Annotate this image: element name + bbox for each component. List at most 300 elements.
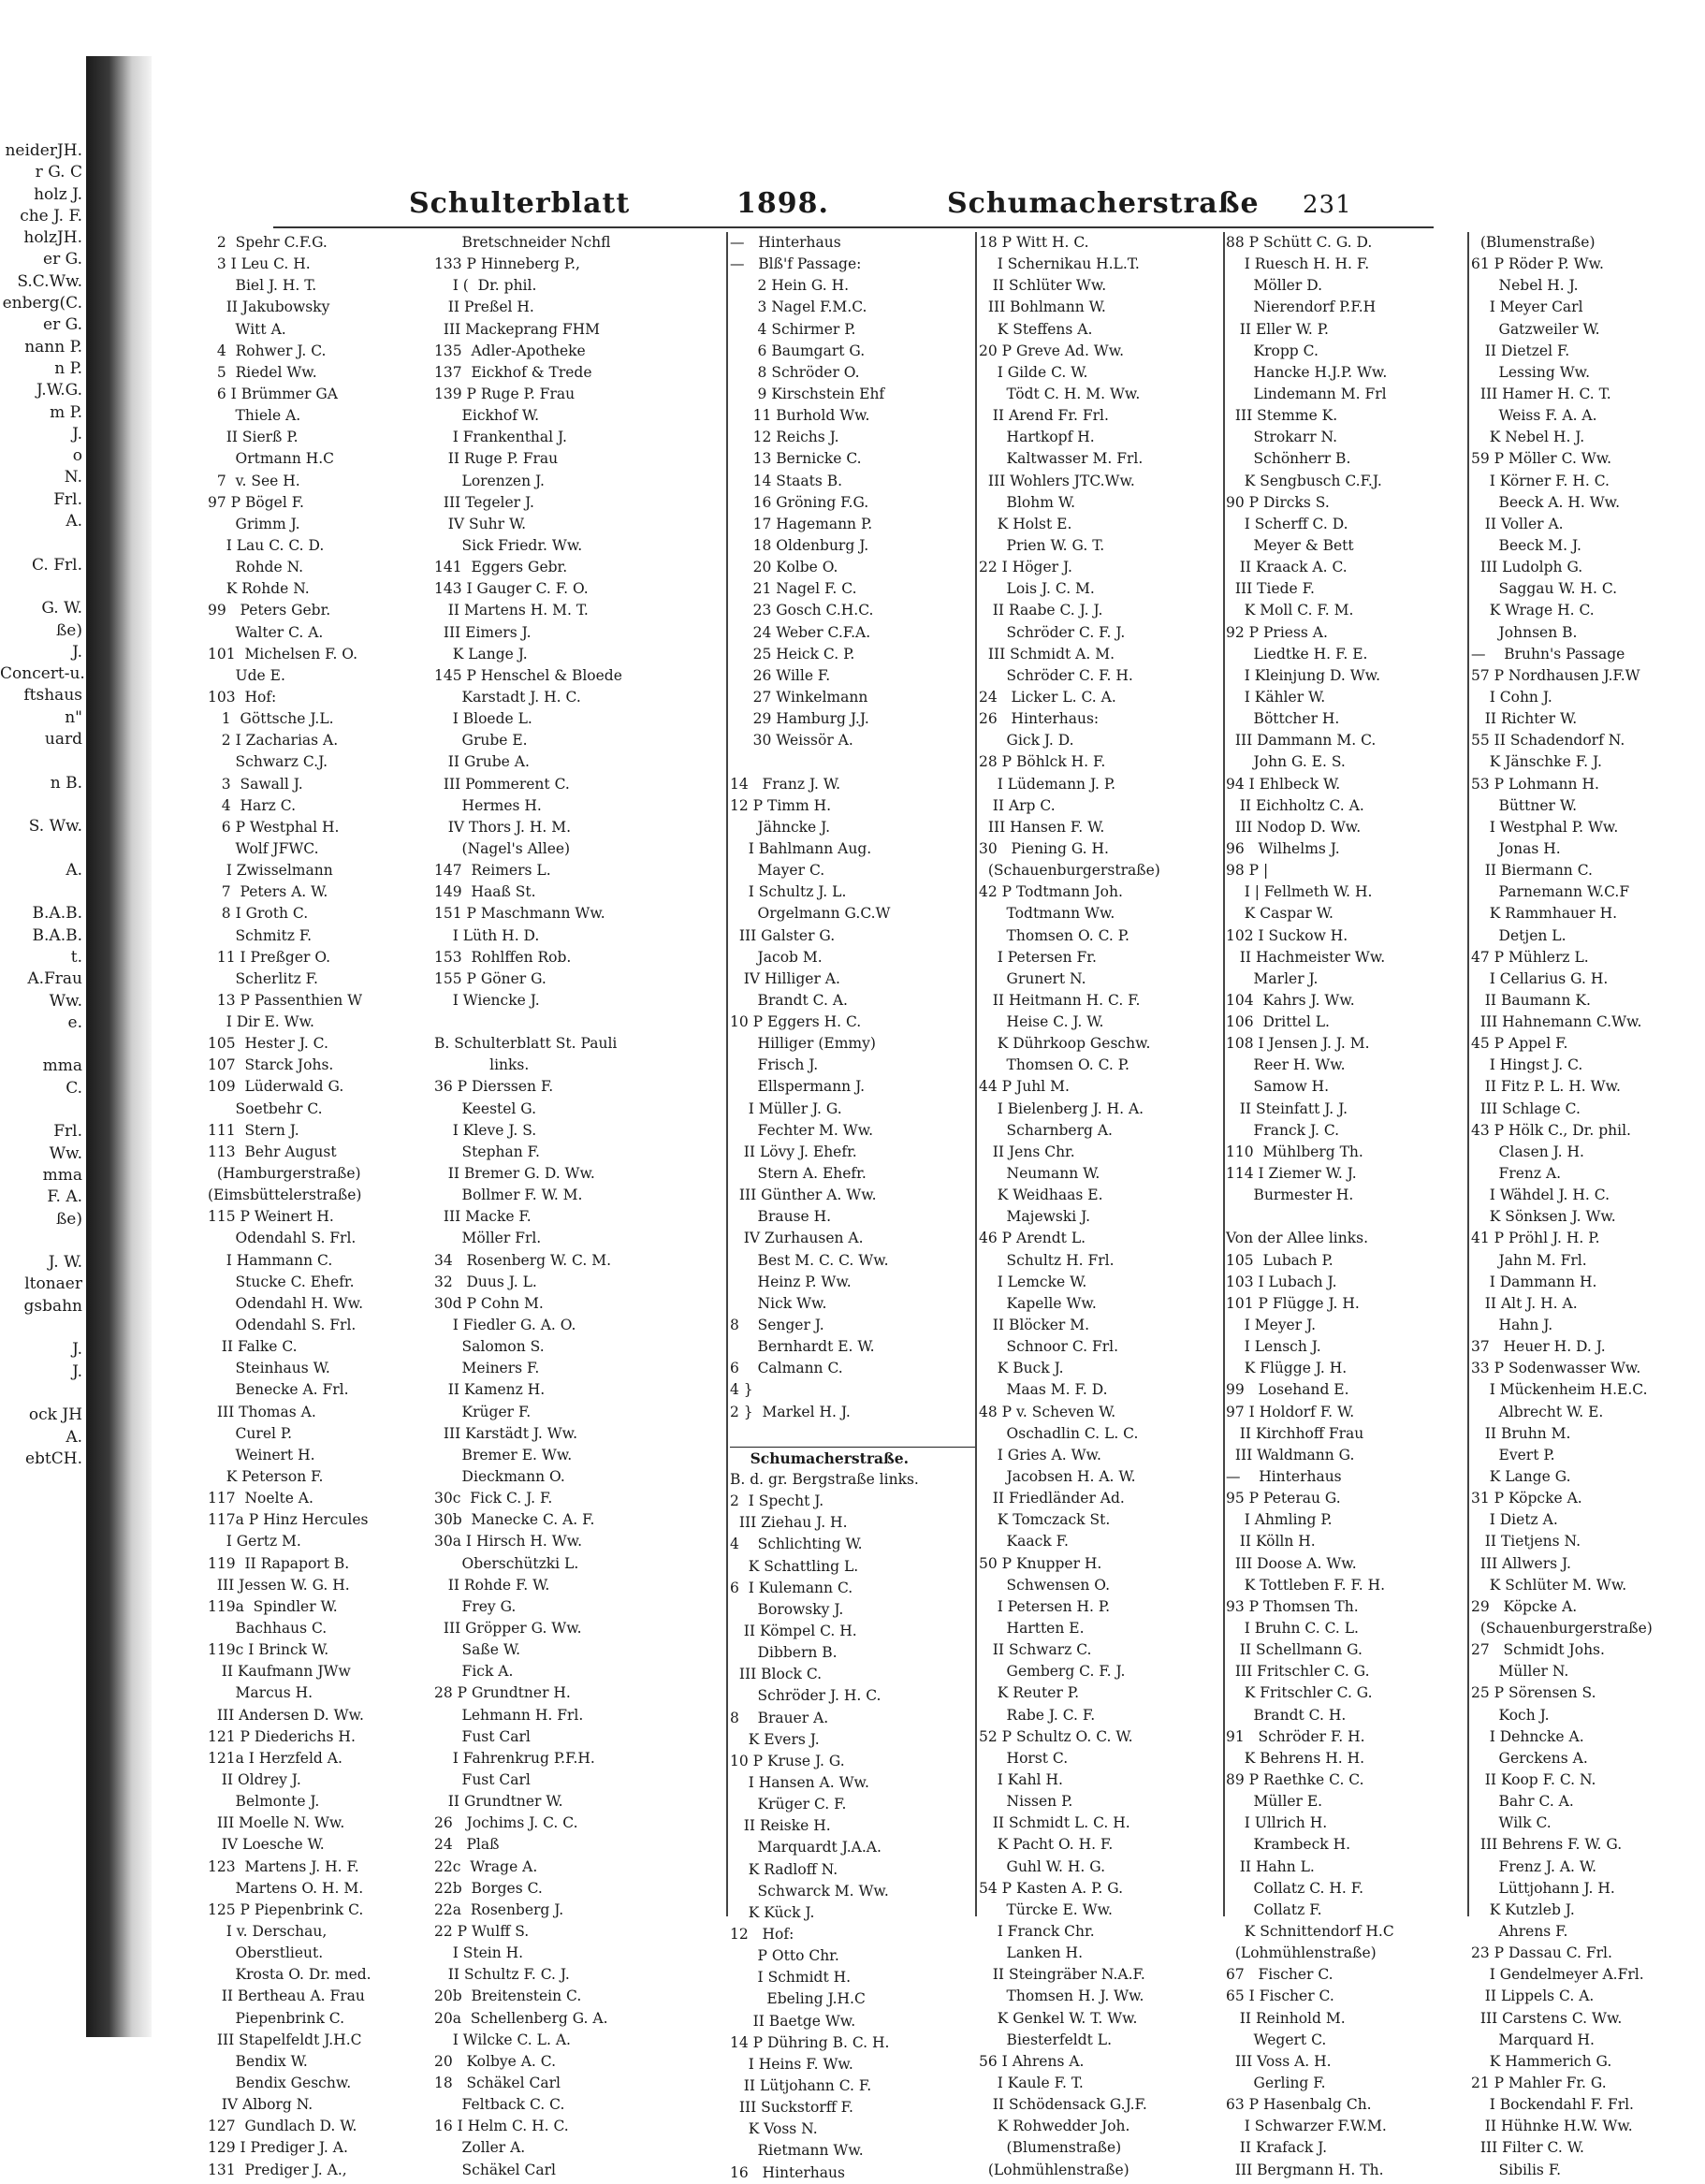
directory-entry: Von der Allee links. bbox=[1226, 1230, 1368, 1247]
directory-entry: K Schlüter M. Ww. bbox=[1471, 1576, 1627, 1594]
directory-entry: Curel P. bbox=[208, 1424, 293, 1442]
directory-entry: II Kömpel C. H. bbox=[730, 1623, 857, 1639]
directory-entry: Bretschneider Nchfl bbox=[434, 234, 611, 251]
directory-entry: 18 P Witt H. C. bbox=[979, 234, 1089, 251]
directory-entry: II Kaufmann JWw bbox=[208, 1663, 351, 1681]
directory-entry: 29 Hamburg J.J. bbox=[730, 710, 869, 728]
directory-entry: 63 P Hasenbalg Ch. bbox=[1226, 2096, 1372, 2114]
directory-entry: II Heitmann H. C. F. bbox=[979, 991, 1141, 1009]
directory-entry: 24 Weber C.F.A. bbox=[730, 623, 871, 641]
directory-entry: Heise C. J. W. bbox=[979, 1013, 1104, 1031]
directory-entry: I Fahrenkrug P.F.H. bbox=[434, 1749, 595, 1767]
directory-entry: II Reinhold M. bbox=[1226, 2009, 1346, 2027]
directory-entry: Müller E. bbox=[1226, 1793, 1323, 1811]
directory-entry: Mayer C. bbox=[730, 862, 825, 880]
left-page-line: ebtCH. bbox=[24, 1449, 82, 1468]
directory-entry: I Schernikau H.L.T. bbox=[979, 255, 1140, 273]
directory-entry: K Tottleben F. F. H. bbox=[1226, 1576, 1386, 1594]
directory-entry: 110 Mühlberg Th. bbox=[1226, 1143, 1363, 1160]
directory-entry: III Macke F. bbox=[434, 1208, 532, 1226]
directory-entry: IV Alborg N. bbox=[208, 2096, 313, 2114]
directory-entry: 94 I Ehlbeck W. bbox=[1226, 775, 1341, 793]
directory-entry: Kaltwasser M. Frl. bbox=[979, 450, 1144, 468]
directory-entry: Rietmann Ww. bbox=[730, 2142, 864, 2160]
directory-entry: 111 Stern J. bbox=[208, 1121, 299, 1139]
directory-entry bbox=[1226, 1206, 1469, 1228]
directory-entry: 34 Rosenberg W. C. M. bbox=[434, 1251, 612, 1269]
directory-entry: Thomsen O. C. P. bbox=[979, 1056, 1129, 1074]
directory-entry: III Voss A. H. bbox=[1226, 2052, 1332, 2070]
column-divider bbox=[975, 232, 977, 1916]
directory-entry: Meyer & Bett bbox=[1226, 536, 1354, 554]
directory-entry: 4 Schirmer P. bbox=[730, 320, 856, 338]
directory-entry: 121 P Diederichs H. bbox=[208, 1727, 356, 1745]
directory-entry: — Hinterhaus bbox=[730, 234, 841, 251]
directory-entry: (Hamburgerstraße) bbox=[208, 1165, 361, 1183]
directory-entry: III Schmidt A. M. bbox=[979, 645, 1115, 662]
directory-entry: 44 P Juhl M. bbox=[979, 1078, 1070, 1096]
directory-entry: Stephan F. bbox=[434, 1143, 540, 1160]
directory-entry: I Lau C. C. D. bbox=[208, 536, 325, 554]
directory-entry: III Galster G. bbox=[730, 926, 836, 944]
directory-entry: 20b Breitenstein C. bbox=[434, 1987, 582, 2005]
left-page-line bbox=[0, 1230, 86, 1252]
directory-entry: 18 Schäkel Carl bbox=[434, 2074, 561, 2091]
directory-entry: 17 Hagemann P. bbox=[730, 515, 873, 532]
left-page-line: ße) bbox=[55, 1209, 82, 1229]
left-page-line: A. bbox=[66, 512, 82, 531]
directory-entry: Tödt C. H. M. Ww. bbox=[979, 385, 1141, 402]
column-divider bbox=[1467, 232, 1469, 1916]
left-page-line: che J. F. bbox=[20, 206, 82, 226]
directory-entry: I Franck Chr. bbox=[979, 1922, 1095, 1940]
directory-entry: 25 Heick C. P. bbox=[730, 645, 855, 662]
directory-entry: 4 Schlichting W. bbox=[730, 1536, 863, 1553]
directory-entry: K Tomczack St. bbox=[979, 1511, 1111, 1529]
directory-entry: I Bielenberg J. H. A. bbox=[979, 1099, 1144, 1117]
directory-entry: III Block C. bbox=[730, 1666, 823, 1683]
directory-entry: 88 P Schütt C. G. D. bbox=[1226, 234, 1373, 251]
directory-entry: Samow H. bbox=[1226, 1078, 1330, 1096]
directory-entry: 141 Eggers Gebr. bbox=[434, 559, 568, 576]
directory-entry: 101 P Flügge J. H. bbox=[1226, 1294, 1360, 1312]
directory-entry: K Rohwedder Joh. bbox=[979, 2118, 1130, 2135]
directory-entry: 151 P Maschmann Ww. bbox=[434, 905, 605, 923]
directory-entry: Nierendorf P.F.H bbox=[1226, 298, 1377, 316]
directory-entry: 107 Starck Johs. bbox=[208, 1056, 334, 1074]
directory-entry: 96 Wilhelms J. bbox=[1226, 839, 1340, 857]
directory-entry: III Thomas A. bbox=[208, 1403, 316, 1420]
directory-entry: Strokarr N. bbox=[1226, 429, 1338, 446]
directory-entry: I Stein H. bbox=[434, 1944, 524, 1962]
directory-entry: Lorenzen J. bbox=[434, 472, 545, 489]
directory-entry: 52 P Schultz O. C. W. bbox=[979, 1727, 1133, 1745]
directory-entry: Hermes H. bbox=[434, 796, 542, 814]
left-page-line: holz J. bbox=[34, 184, 82, 204]
directory-entry: Best M. C. C. Ww. bbox=[730, 1251, 889, 1269]
directory-entry: I Lüth H. D. bbox=[434, 926, 540, 944]
directory-entry: 47 P Mühlerz L. bbox=[1471, 948, 1589, 966]
directory-entry: I Dehncke A. bbox=[1471, 1727, 1584, 1745]
directory-entry: II Blöcker M. bbox=[979, 1317, 1090, 1334]
street-section-title: Schumacherstraße. bbox=[730, 1447, 975, 1469]
directory-entry: I Hansen A. Ww. bbox=[730, 1773, 869, 1791]
directory-entry: III Schlage C. bbox=[1471, 1099, 1581, 1117]
directory-entry: 149 Haaß St. bbox=[434, 883, 536, 901]
directory-entry: 31 P Köpcke A. bbox=[1471, 1490, 1582, 1507]
directory-entry: 5 Riedel Ww. bbox=[208, 363, 317, 381]
directory-entry: 117 Noelte A. bbox=[208, 1490, 313, 1507]
directory-entry: I Müller J. G. bbox=[730, 1099, 842, 1117]
directory-entry: Oschadlin C. L. C. bbox=[979, 1424, 1139, 1442]
directory-entry: II Schultz F. C. J. bbox=[434, 1966, 570, 1984]
directory-entry: Rabe J. C. F. bbox=[979, 1706, 1096, 1724]
directory-entry: Kapelle Ww. bbox=[979, 1294, 1097, 1312]
directory-entry: Maas M. F. D. bbox=[979, 1381, 1108, 1399]
directory-entry: Marquardt J.A.A. bbox=[730, 1839, 882, 1856]
directory-entry: II Falke C. bbox=[208, 1338, 298, 1356]
directory-entry: Kaack F. bbox=[979, 1533, 1069, 1551]
directory-entry: 1 Göttsche J.L. bbox=[208, 710, 334, 728]
directory-entry: II Fitz P. L. H. Ww. bbox=[1471, 1078, 1621, 1096]
directory-entry: 115 P Weinert H. bbox=[208, 1208, 334, 1226]
directory-entry: Bendix Geschw. bbox=[208, 2074, 352, 2091]
directory-entry: 105 Lubach P. bbox=[1226, 1251, 1333, 1269]
left-page-line: mma bbox=[42, 1056, 82, 1076]
directory-entry: I Kähler W. bbox=[1226, 688, 1326, 706]
directory-entry: 97 I Holdorf F. W. bbox=[1226, 1403, 1355, 1420]
left-page-line: J. W. bbox=[48, 1253, 82, 1273]
directory-entry: 12 Reichs J. bbox=[730, 429, 839, 446]
directory-entry: Scharnberg A. bbox=[979, 1121, 1113, 1139]
directory-entry: Jonas H. bbox=[1471, 839, 1561, 857]
directory-entry: Nick Ww. bbox=[730, 1294, 827, 1312]
left-page-line: B.A.B. bbox=[32, 904, 82, 924]
directory-entry: 67 Fischer C. bbox=[1226, 1966, 1333, 1984]
directory-entry: K Wrage H. C. bbox=[1471, 602, 1595, 619]
directory-entry bbox=[730, 751, 975, 773]
directory-entry: 18 Oldenburg J. bbox=[730, 536, 869, 554]
left-page-line: uard bbox=[44, 730, 82, 750]
directory-entry: II Lövy J. Ehefr. bbox=[730, 1143, 857, 1160]
directory-entry: 16 I Helm C. H. C. bbox=[434, 2118, 569, 2135]
directory-entry: II Grundtner W. bbox=[434, 1793, 563, 1811]
directory-entry: 117a P Hinz Hercules bbox=[208, 1511, 369, 1529]
directory-entry: links. bbox=[434, 1056, 530, 1074]
directory-entry: Odendahl S. Frl. bbox=[208, 1317, 357, 1334]
header-rule bbox=[273, 226, 1434, 228]
directory-entry: 25 P Sörensen S. bbox=[1471, 1684, 1596, 1702]
left-page-line: J.W.G. bbox=[36, 381, 82, 400]
directory-entry: Krambeck H. bbox=[1226, 1836, 1351, 1854]
left-page-line bbox=[0, 838, 86, 860]
left-page-line: Ww. bbox=[49, 1143, 82, 1163]
directory-entry: Orgelmann G.C.W bbox=[730, 905, 891, 923]
directory-entry: Gemberg C. F. J. bbox=[979, 1663, 1126, 1681]
directory-entry: 147 Reimers L. bbox=[434, 862, 551, 880]
directory-entry: Wolf JFWC. bbox=[208, 839, 319, 857]
directory-entry: I Ahmling P. bbox=[1226, 1511, 1333, 1529]
directory-entry: Reer H. Ww. bbox=[1226, 1056, 1346, 1074]
directory-entry: 6 I Kulemann C. bbox=[730, 1579, 853, 1596]
left-page-line: t. bbox=[70, 947, 82, 967]
directory-entry: I Meyer J. bbox=[1226, 1317, 1317, 1334]
directory-entry: 28 P Grundtner H. bbox=[434, 1684, 571, 1702]
directory-entry: Müller N. bbox=[1471, 1663, 1569, 1681]
directory-entry: Ude E. bbox=[208, 666, 285, 684]
left-page-line: J. bbox=[72, 1361, 82, 1381]
directory-entry: K Reuter P. bbox=[979, 1684, 1079, 1702]
directory-entry: Krosta O. Dr. med. bbox=[208, 1966, 372, 1984]
directory-entry: Biesterfeldt L. bbox=[979, 2031, 1113, 2048]
directory-entry: 133 P Hinneberg P., bbox=[434, 255, 580, 273]
directory-entry: Stucke C. Ehefr. bbox=[208, 1273, 355, 1290]
directory-entry: Hancke H.J.P. Ww. bbox=[1226, 363, 1388, 381]
directory-entry: I Westphal P. Ww. bbox=[1471, 818, 1619, 836]
left-page-line: Frl. bbox=[53, 489, 82, 509]
directory-entry: I Dammann H. bbox=[1471, 1273, 1597, 1290]
directory-entry: 2 I Zacharias A. bbox=[208, 732, 339, 750]
directory-entry: II Raabe C. J. J. bbox=[979, 602, 1103, 619]
left-page-line: neiderJH. bbox=[5, 141, 82, 160]
directory-entry: Fust Carl bbox=[434, 1770, 531, 1788]
directory-entry: Blohm W. bbox=[979, 493, 1075, 511]
directory-entry: I Gertz M. bbox=[208, 1533, 301, 1551]
directory-entry: 99 Peters Gebr. bbox=[208, 602, 331, 619]
directory-entry: 89 P Raethke C. C. bbox=[1226, 1770, 1364, 1788]
directory-entry: 97 P Bögel F. bbox=[208, 493, 304, 511]
directory-entry: 32 Duus J. L. bbox=[434, 1273, 537, 1290]
directory-entry: Schröder C. F. H. bbox=[979, 666, 1133, 684]
directory-entry: Eickhof W. bbox=[434, 407, 540, 425]
directory-entry: II Schödensack G.J.F. bbox=[979, 2096, 1147, 2114]
directory-entry: Collatz C. H. F. bbox=[1226, 1879, 1364, 1897]
directory-entry: III Wohlers JTC.Ww. bbox=[979, 472, 1135, 489]
directory-entry: 9 Kirschstein Ehf bbox=[730, 385, 885, 402]
directory-entry: 91 Schröder F. H. bbox=[1226, 1727, 1365, 1745]
directory-entry: (Lohmühlenstraße) bbox=[979, 2161, 1129, 2178]
left-page-line: F. A. bbox=[47, 1187, 82, 1207]
directory-entry: 92 P Priess A. bbox=[1226, 623, 1328, 641]
directory-entry: Guhl W. H. G. bbox=[979, 1857, 1105, 1875]
directory-entry: Borowsky J. bbox=[730, 1600, 844, 1618]
directory-page bbox=[152, 140, 1653, 2181]
left-page-line bbox=[0, 1318, 86, 1339]
directory-entry: 26 Wille F. bbox=[730, 666, 831, 684]
directory-entry: 139 P Ruge P. Frau bbox=[434, 385, 576, 402]
directory-entry: Schultz H. Frl. bbox=[979, 1251, 1115, 1269]
directory-entry: Schröder C. F. J. bbox=[979, 623, 1126, 641]
directory-entry: Schröder J. H. C. bbox=[730, 1687, 882, 1705]
directory-entry: Schäkel Carl bbox=[434, 2161, 557, 2178]
directory-entry: 14 Staats B. bbox=[730, 472, 843, 489]
directory-entry: I Scherff C. D. bbox=[1226, 515, 1348, 532]
left-page-line: S. Ww. bbox=[28, 817, 82, 837]
directory-entry: K Sönksen J. Ww. bbox=[1471, 1208, 1616, 1226]
directory-entry: I v. Derschau, bbox=[208, 1922, 328, 1940]
directory-entry: III Behrens F. W. G. bbox=[1471, 1836, 1623, 1854]
directory-entry: Clasen J. H. bbox=[1471, 1143, 1584, 1160]
directory-entry: 102 I Suckow H. bbox=[1226, 926, 1348, 944]
directory-entry: Thiele A. bbox=[208, 407, 301, 425]
directory-entry: Schwensen O. bbox=[979, 1576, 1111, 1594]
column-1 bbox=[208, 232, 432, 2178]
directory-entry: K Evers J. bbox=[730, 1730, 820, 1748]
directory-entry: Odendahl H. Ww. bbox=[208, 1294, 364, 1312]
directory-entry: 22c Wrage A. bbox=[434, 1857, 538, 1875]
directory-entry: II Jens Chr. bbox=[979, 1143, 1075, 1160]
directory-entry: Horst C. bbox=[979, 1749, 1069, 1767]
directory-entry: I Bahlmann Aug. bbox=[730, 839, 872, 857]
directory-entry: 109 Lüderwald G. bbox=[208, 1078, 344, 1096]
left-page-fragment bbox=[0, 140, 86, 1918]
directory-entry: 137 Eickhof & Trede bbox=[434, 363, 592, 381]
directory-entry: 12 P Timm H. bbox=[730, 796, 832, 814]
directory-entry: I Gendelmeyer A.Frl. bbox=[1471, 1966, 1644, 1984]
directory-entry: Fust Carl bbox=[434, 1727, 531, 1745]
directory-entry: P Otto Chr. bbox=[730, 1947, 839, 1965]
directory-entry: 45 P Appel F. bbox=[1471, 1035, 1568, 1053]
directory-entry: 3 Sawall J. bbox=[208, 775, 303, 793]
directory-entry: Koch J. bbox=[1471, 1706, 1550, 1724]
directory-entry: 3 Nagel F.M.C. bbox=[730, 298, 867, 316]
directory-entry: Frenz A. bbox=[1471, 1165, 1562, 1183]
directory-entry: II Baetge Ww. bbox=[730, 2012, 856, 2030]
directory-entry: III Tegeler J. bbox=[434, 493, 534, 511]
directory-entry: II Ruge P. Frau bbox=[434, 450, 559, 468]
directory-entry: Wegert C. bbox=[1226, 2031, 1327, 2048]
directory-entry: 24 Plaß bbox=[434, 1836, 500, 1854]
left-page-line: A.Frau bbox=[27, 969, 82, 989]
directory-entry: 16 Gröning F.G. bbox=[730, 493, 869, 511]
directory-entry: Collatz F. bbox=[1226, 1900, 1322, 1918]
directory-entry: Steinhaus W. bbox=[208, 1360, 330, 1377]
directory-entry: 13 P Passenthien W bbox=[208, 991, 363, 1009]
left-page-line bbox=[0, 750, 86, 772]
directory-entry: Majewski J. bbox=[979, 1208, 1091, 1226]
directory-entry: Karstadt J. H. C. bbox=[434, 688, 581, 706]
directory-entry: 55 II Schadendorf N. bbox=[1471, 732, 1625, 750]
directory-entry: Odendahl S. Frl. bbox=[208, 1230, 357, 1247]
directory-entry: 50 P Knupper H. bbox=[979, 1554, 1102, 1572]
directory-entry: 57 P Nordhausen J.F.W bbox=[1471, 666, 1640, 684]
directory-entry: K Lange G. bbox=[1471, 1468, 1571, 1486]
left-page-line: G. W. bbox=[41, 599, 82, 619]
directory-entry: Schwarz C.J. bbox=[208, 753, 328, 771]
directory-entry: I Kleinjung D. Ww. bbox=[1226, 666, 1381, 684]
directory-entry: I Mückenheim H.E.C. bbox=[1471, 1381, 1648, 1399]
directory-entry: 16 Hinterhaus bbox=[730, 2163, 845, 2181]
directory-entry: Frisch J. bbox=[730, 1056, 819, 1074]
directory-entry: 153 Rohlffen Rob. bbox=[434, 948, 572, 966]
directory-entry: I Zwisselmann bbox=[208, 862, 333, 880]
directory-entry: III Bohlmann W. bbox=[979, 298, 1106, 316]
left-page-line: gsbahn bbox=[23, 1296, 82, 1316]
directory-entry: I Hingst J. C. bbox=[1471, 1056, 1583, 1074]
directory-entry: Detjen L. bbox=[1471, 926, 1567, 944]
directory-entry: Heinz P. Ww. bbox=[730, 1273, 852, 1290]
directory-entry: 22a Rosenberg J. bbox=[434, 1900, 564, 1918]
directory-entry: I Bockendahl F. Frl. bbox=[1471, 2096, 1634, 2114]
directory-entry: 4 Rohwer J. C. bbox=[208, 342, 327, 359]
directory-entry: 23 Gosch C.H.C. bbox=[730, 602, 874, 619]
left-page-line: ltonaer bbox=[24, 1274, 82, 1294]
directory-entry: 7 v. See H. bbox=[208, 472, 300, 489]
directory-entry: Martens O. H. M. bbox=[208, 1879, 364, 1897]
directory-entry: — Blß'f Passage: bbox=[730, 255, 862, 273]
directory-entry: II Hahn L. bbox=[1226, 1857, 1315, 1875]
directory-entry: IV Hilliger A. bbox=[730, 969, 840, 987]
directory-entry: II Tietjens N. bbox=[1471, 1533, 1581, 1551]
left-page-line: J. bbox=[72, 642, 82, 662]
directory-entry: Sibilis F. bbox=[1471, 2161, 1562, 2178]
left-page-line: B.A.B. bbox=[32, 925, 82, 945]
directory-entry: Gerling F. bbox=[1226, 2074, 1326, 2091]
left-page-line: er G. bbox=[43, 315, 82, 335]
directory-entry: I Meyer Carl bbox=[1471, 298, 1583, 316]
directory-entry: Saggau W. H. C. bbox=[1471, 580, 1618, 598]
directory-entry: 105 Hester J. C. bbox=[208, 1035, 328, 1053]
directory-entry: Beeck M. J. bbox=[1471, 536, 1581, 554]
directory-entry: 155 P Göner G. bbox=[434, 969, 546, 987]
directory-entry: 8 Brauer A. bbox=[730, 1709, 829, 1726]
directory-entry: 23 P Dassau C. Frl. bbox=[1471, 1944, 1612, 1962]
directory-entry: 143 I Gauger C. F. O. bbox=[434, 580, 589, 598]
directory-entry: Evert P. bbox=[1471, 1446, 1555, 1463]
left-page-line: A. bbox=[66, 860, 82, 880]
directory-entry: Marler J. bbox=[1226, 969, 1319, 987]
directory-entry: III Stemme K. bbox=[1226, 407, 1338, 425]
directory-entry: 20a Schellenberg G. A. bbox=[434, 2009, 608, 2027]
directory-entry: K Jänschke F. J. bbox=[1471, 753, 1602, 771]
directory-entry: 14 Franz J. W. bbox=[730, 775, 840, 793]
directory-entry: 30c Fick C. J. F. bbox=[434, 1490, 553, 1507]
directory-entry: (Eimsbüttelerstraße) bbox=[208, 1187, 362, 1204]
directory-entry: I Cohn J. bbox=[1471, 688, 1552, 706]
left-page-line: n" bbox=[65, 707, 82, 727]
directory-entry: Möller Frl. bbox=[434, 1230, 542, 1247]
directory-entry: 8 Senger J. bbox=[730, 1317, 824, 1334]
directory-entry: Ellspermann J. bbox=[730, 1078, 866, 1096]
directory-entry: K Flügge J. H. bbox=[1226, 1360, 1348, 1377]
directory-entry: 48 P v. Scheven W. bbox=[979, 1403, 1116, 1420]
directory-entry: Weiss F. A. A. bbox=[1471, 407, 1597, 425]
directory-entry: I Dir E. Ww. bbox=[208, 1013, 314, 1031]
directory-entry: K Caspar W. bbox=[1226, 905, 1333, 923]
directory-entry: I Kahl H. bbox=[979, 1770, 1063, 1788]
directory-entry: Brandt C. A. bbox=[730, 991, 848, 1009]
directory-entry: K Voss N. bbox=[730, 2120, 818, 2138]
directory-entry: 121a I Herzfeld A. bbox=[208, 1749, 342, 1767]
directory-entry: (Schauenburgerstraße) bbox=[1471, 1620, 1653, 1637]
directory-entry: Frey G. bbox=[434, 1597, 517, 1615]
directory-entry: 8 I Groth C. bbox=[208, 905, 309, 923]
directory-entry: I Lüdemann J. P. bbox=[979, 775, 1116, 793]
left-page-line: J. bbox=[72, 424, 82, 444]
street-left-title: Schulterblatt bbox=[409, 187, 631, 220]
directory-entry: III Mackeprang FHM bbox=[434, 320, 601, 338]
directory-entry: 119a Spindler W. bbox=[208, 1597, 338, 1615]
directory-entry: Bendix W. bbox=[208, 2052, 308, 2070]
left-page-line: er G. bbox=[43, 250, 82, 269]
directory-entry: 119c I Brinck W. bbox=[208, 1641, 329, 1659]
directory-entry: Türcke E. Ww. bbox=[979, 1900, 1113, 1918]
directory-entry: Bernhardt E. W. bbox=[730, 1338, 875, 1356]
directory-entry: Thomsen O. C. P. bbox=[979, 926, 1129, 944]
directory-entry: 7 Peters A. W. bbox=[208, 883, 328, 901]
directory-entry: 129 I Prediger J. A. bbox=[208, 2139, 348, 2157]
left-page-line: C. Frl. bbox=[32, 555, 82, 575]
